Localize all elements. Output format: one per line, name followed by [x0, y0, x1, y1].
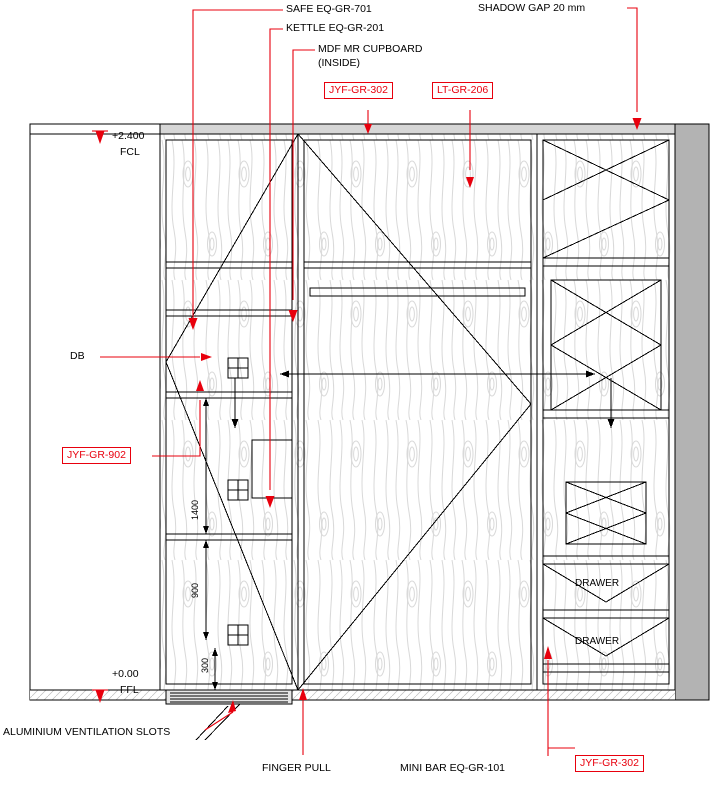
annotation-aluminium-ventilation-slots: ALUMINIUM VENTILATION SLOTS	[3, 726, 171, 738]
tag-jyf-gr-902[interactable]: JYF-GR-902	[62, 447, 131, 464]
annotation-finger-pull: FINGER PULL	[262, 762, 331, 774]
dim-300: 300	[200, 658, 210, 674]
drawer-upper-label: DRAWER	[575, 578, 620, 589]
annotation-mdf-cupboard-inside: (INSIDE)	[318, 57, 360, 69]
level-fcl-label: FCL	[120, 146, 140, 158]
annotation-mini-bar: MINI BAR EQ-GR-101	[400, 762, 506, 774]
tag-jyf-gr-302-bottom[interactable]: JYF-GR-302	[575, 755, 644, 772]
annotation-safe: SAFE EQ-GR-701	[286, 3, 372, 15]
level-fcl-value: +2.400	[112, 130, 145, 142]
annotation-shadow-gap: SHADOW GAP 20 mm	[478, 2, 586, 14]
annotation-mdf-cupboard: MDF MR CUPBOARD	[318, 43, 423, 55]
tag-lt-gr-206[interactable]: LT-GR-206	[432, 82, 493, 99]
annotation-kettle: KETTLE EQ-GR-201	[286, 22, 385, 34]
level-ffl-label: FFL	[120, 684, 139, 696]
tag-jyf-gr-302-top[interactable]: JYF-GR-302	[324, 82, 393, 99]
drawer-lower-label: DRAWER	[575, 636, 620, 647]
level-ffl-value: +0.00	[112, 668, 139, 680]
annotation-db: DB	[70, 350, 85, 362]
dim-900: 900	[190, 583, 200, 599]
dim-1400: 1400	[190, 500, 200, 521]
